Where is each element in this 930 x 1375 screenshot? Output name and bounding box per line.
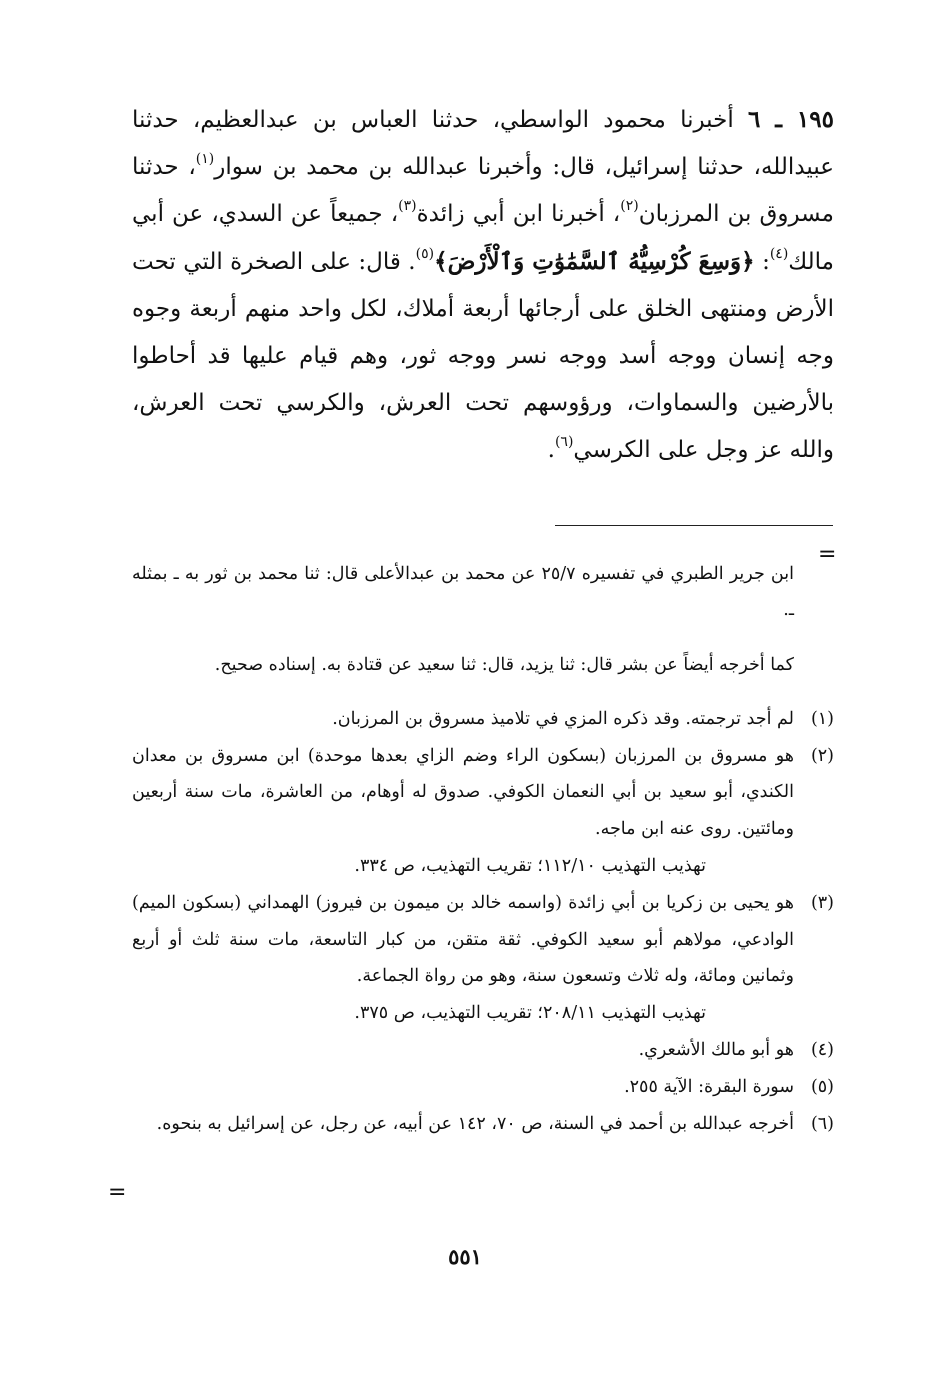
footnote-ref-3: (٣) — [398, 198, 417, 215]
footnote-source: تهذيب التهذيب ٢٠٨/١١؛ تقريب التهذيب، ص ٣٧٥. — [354, 1003, 706, 1024]
footnote-marker: (٤) — [810, 1040, 834, 1061]
footnote-text: هو يحيى بن زكريا بن أبي زائدة (واسمه خالد بن ميمون بن فيروز) الهمداني (بسكون الميم) الوادعي، مولاهم أبو سعيد الكوفي. ثقة متقن، من كبار التاسعة، مات سنة ثلث أو أربع وثمانين ومائة، وله ثلاث وتسعون سنة، وهو من رواة الجماعة. — [132, 892, 794, 987]
footnote-source: تهذيب التهذيب ١١٢/١٠؛ تقريب التهذيب، ص ٣٣٤. — [354, 856, 706, 877]
hadith-segment: أخبرنا محمود الواسطي، حدثنا العباس بن عبدالعظيم، حدثنا عبيدالله، حدثنا إسرائيل، قال: وأخبرنا عبدالله بن محمد بن سوار — [132, 107, 834, 180]
footnote-1 — [132, 701, 834, 738]
continuation-mark: = — [818, 542, 837, 567]
footnote-6 — [132, 1106, 834, 1143]
hadith-segment: ، حدثنا مسروق بن المرزبان — [132, 154, 834, 227]
footnote-text: هو أبو مالك الأشعري. — [638, 1040, 794, 1061]
footnotes — [132, 538, 837, 1142]
carried-footnote — [132, 556, 834, 684]
page-number: ٥٥١ — [448, 1244, 482, 1269]
footnote-3 — [132, 885, 834, 1032]
footnote-marker: (٣) — [810, 892, 834, 913]
footnote-5 — [132, 1069, 834, 1106]
footnote-line: كما أخرجه أيضاً عن بشر قال: ثنا يزيد، قال: ثنا سعيد عن قتادة به. إسناده صحيح. — [214, 654, 794, 675]
footnote-4 — [132, 1032, 834, 1069]
hadith-segment: ، أخبرنا ابن أبي زائدة — [416, 201, 621, 227]
hadith-number: ١٩٥ ـ ٦ — [747, 106, 834, 133]
footnote-ref-2: (٢) — [620, 198, 639, 215]
footnote-text: لم أجد ترجمته. وقد ذكره المزي في تلاميذ مسروق بن المرزبان. — [332, 708, 794, 729]
hadith-segment: . قال: على الصخرة التي تحت الأرض ومنتهى الخلق على أرجائها أربعة أملاك، لكل واحد منهم أربعة وجوه وجه إنسان ووجه أسد ووجه نسر ووجه ثور، وهم قيام عليها قد أحاطوا بالأرضين والسماوات، ورؤوسهم تحت العرش، والكرسي تحت العرش، والله عز وجل على الكرسي — [132, 249, 834, 463]
footnote-ref-1: (١) — [195, 151, 215, 168]
footnote-ref-5: (٥) — [415, 246, 435, 263]
footnote-text: أخرجه عبدالله بن أحمد في السنة، ص ٧٠، ١٤٢ عن أبيه، عن رجل، عن إسرائيل به بنحوه. — [156, 1113, 794, 1134]
footnote-marker: (٦) — [810, 1113, 834, 1134]
hadith-segment: ، جميعاً عن السدي، عن أبي مالك — [132, 201, 835, 275]
footnote-text: سورة البقرة: الآية ٢٥٥. — [624, 1076, 794, 1097]
footnote-marker: (٥) — [810, 1076, 834, 1097]
quran-verse: ﴿وَسِعَ كُرْسِيُّهُ ٱلسَّمَٰوَٰتِ وَٱلْأَرْضَ﴾ — [434, 248, 755, 275]
footnote-ref-6: (٦) — [554, 434, 574, 451]
footnote-ref-4: (٤) — [769, 246, 789, 263]
hadith-text — [132, 96, 834, 474]
footnote-line: ابن جرير الطبري في تفسيره ٢٥/٧ عن محمد بن عبدالأعلى قال: ثنا محمد بن ثور به ـ بمثله ـ. — [132, 563, 794, 621]
footnote-2 — [132, 738, 834, 885]
footnote-marker: (٢) — [810, 745, 834, 766]
continuation-mark-end: = — [108, 1180, 127, 1205]
hadith-segment: : — [762, 249, 770, 275]
footnote-text: هو مسروق بن المرزبان (بسكون الراء وضم الزاي بعدها موحدة) ابن مسروق بن معدان الكندي، أبو سعيد بن أبي النعمان الكوفي. صدوق له أوهام، من العاشرة، مات سنة أربعين ومائتين. روى عنه ابن ماجه. — [132, 745, 794, 840]
footnote-marker: (١) — [810, 708, 834, 729]
hadith-segment: . — [547, 437, 555, 463]
footnote-separator — [555, 525, 833, 526]
